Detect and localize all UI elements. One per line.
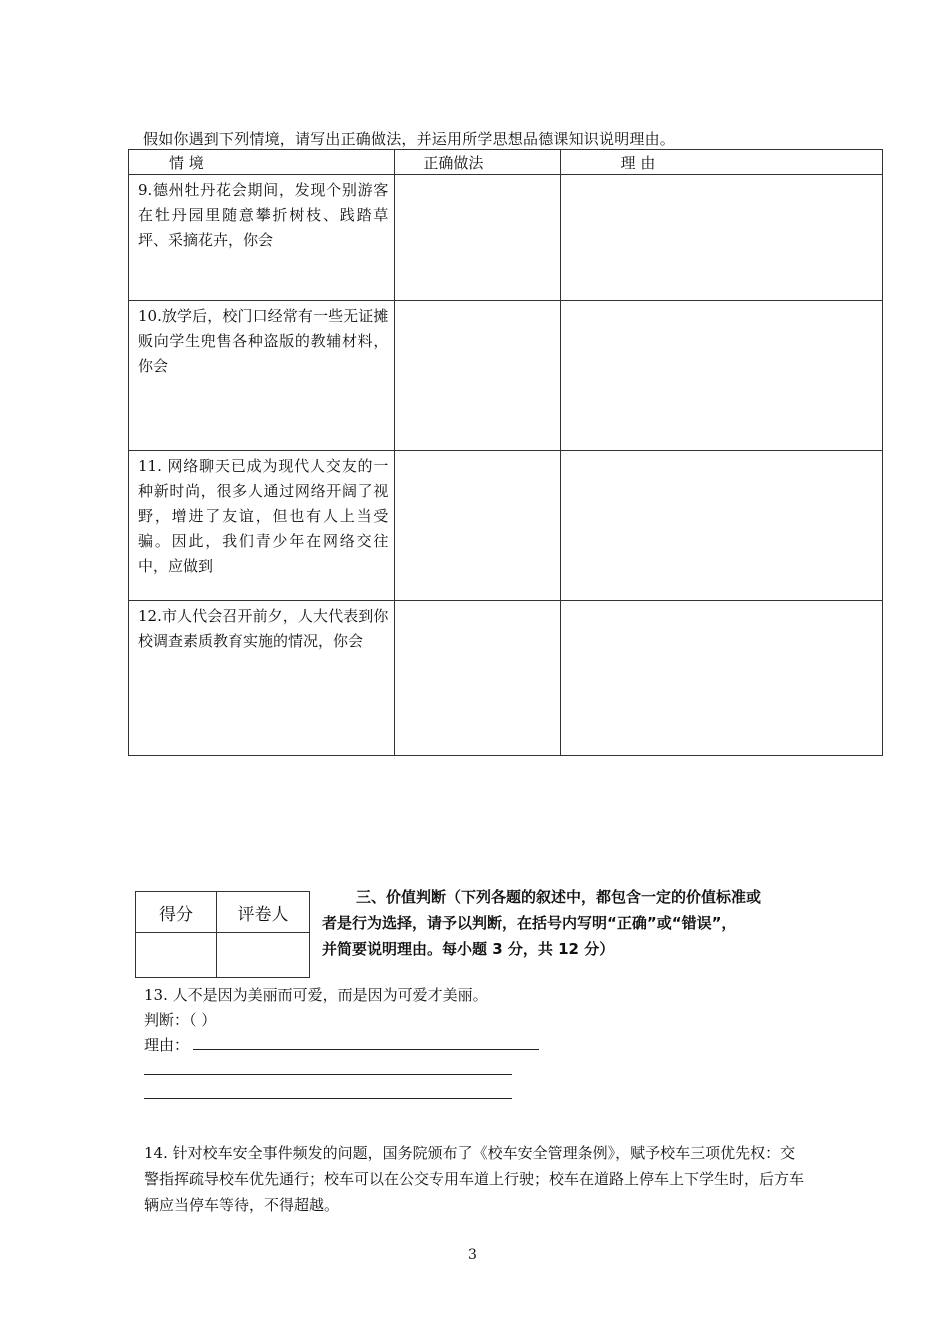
scene-cell-10: 10.放学后，校门口经常有一些无证摊贩向学生兜售各种盗版的教辅材料，你会 xyxy=(129,301,395,451)
score-box xyxy=(135,891,310,978)
scene-cell-11: 11. 网络聊天已成为现代人交友的一种新时尚，很多人通过网络开阔了视野，增进了友谊，但也有人上当受骗。因此，我们青少年在网络交往中，应做到 xyxy=(129,451,395,601)
reason-cell-10[interactable] xyxy=(560,301,882,451)
answer-line-2[interactable] xyxy=(144,1074,512,1075)
question-13-text: 13. 人不是因为美丽而可爱，而是因为可爱才美丽。 xyxy=(144,986,488,1004)
reason-cell-11[interactable] xyxy=(560,451,882,601)
reason-cell-12[interactable] xyxy=(560,601,882,756)
answer-cell-11[interactable] xyxy=(395,451,560,601)
answer-cell-9[interactable] xyxy=(395,175,560,301)
section-3-line-3: 并简要说明理由。每小题 3 分，共 12 分） xyxy=(322,940,615,958)
answer-cell-12[interactable] xyxy=(395,601,560,756)
scene-cell-9: 9.德州牡丹花会期间，发现个别游客在牡丹园里随意攀折树枝、践踏草坪、采摘花卉，你会 xyxy=(129,175,395,301)
header-correct-action: 正确做法 xyxy=(395,150,560,175)
question-14-text: 14. 针对校车安全事件频发的问题，国务院颁布了《校车安全管理条例》，赋予校车三项优先权：交警指挥疏导校车优先通行；校车可以在公交专用车道上行驶；校车在道路上停车上下学生时，后方车辆应当停车等待，不得超越。 xyxy=(144,1144,805,1214)
grader-field[interactable] xyxy=(217,933,310,978)
table-header-row xyxy=(129,150,883,175)
table-row xyxy=(129,301,883,451)
answer-line-1[interactable] xyxy=(193,1049,539,1050)
question-13-reason-label: 理由： xyxy=(144,1036,190,1054)
score-field[interactable] xyxy=(136,933,217,978)
section-3-line-1: 三、价值判断（下列各题的叙述中，都包含一定的价值标准或 xyxy=(356,888,762,906)
score-label: 得分 xyxy=(136,892,217,933)
scenario-table xyxy=(128,149,883,756)
grader-label: 评卷人 xyxy=(217,892,310,933)
section-3-line-2: 者是行为选择，请予以判断，在括号内写明“正确”或“错误”， xyxy=(322,914,737,932)
answer-cell-10[interactable] xyxy=(395,301,560,451)
scene-cell-12: 12.市人代会召开前夕，人大代表到你校调查素质教育实施的情况，你会 xyxy=(129,601,395,756)
page-number: 3 xyxy=(468,1247,477,1263)
instruction-text: 假如你遇到下列情境，请写出正确做法，并运用所学思想品德课知识说明理由。 xyxy=(143,130,676,148)
answer-line-3[interactable] xyxy=(144,1098,512,1099)
header-scene: 情 境 xyxy=(129,150,395,175)
table-row xyxy=(129,601,883,756)
section-3-heading xyxy=(322,884,822,962)
question-13-judge-label: 判断：（ ） xyxy=(144,1011,217,1029)
table-row xyxy=(129,175,883,301)
header-reason: 理 由 xyxy=(560,150,882,175)
table-row xyxy=(129,451,883,601)
reason-cell-9[interactable] xyxy=(560,175,882,301)
